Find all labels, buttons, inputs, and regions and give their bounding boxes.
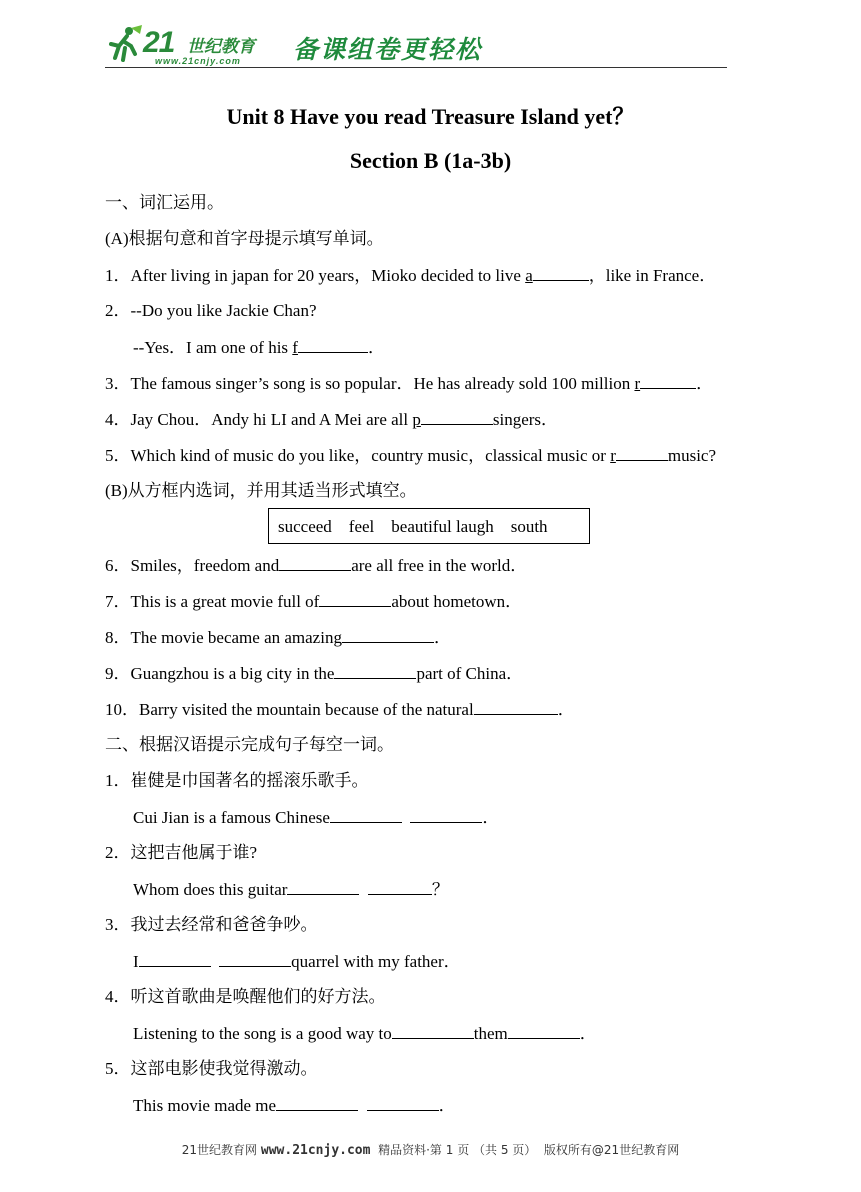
footer-copyright: 版权所有@21世纪教育网 xyxy=(543,1143,680,1157)
logo-text: 世纪教育 xyxy=(187,37,255,57)
answer-blank[interactable] xyxy=(330,807,402,823)
page-title: Unit 8 Have you read Treasure Island yet？ xyxy=(226,104,635,129)
answer-blank[interactable] xyxy=(616,445,668,461)
question-7: 7．This is a great movie full of about hometown． xyxy=(105,592,523,611)
question-4: 4．Jay Chou．Andy hi LI and A Mei are all p singers． xyxy=(105,410,559,429)
part2-heading: 二、根据汉语提示完成句子每空一词。 xyxy=(105,735,394,754)
logo-number: 21 xyxy=(143,26,175,59)
answer-blank[interactable] xyxy=(421,409,493,425)
answer-blank[interactable] xyxy=(368,879,432,895)
question-5: 5．Which kind of music do you like，country music，classical music or r music? xyxy=(105,446,717,465)
partA-heading: (A)根据句意和首字母提示填写单词。 xyxy=(105,229,384,248)
part2-q2-chinese: 2．这把吉他属于谁? xyxy=(105,843,258,862)
header-slogan: 备课组卷更轻松 xyxy=(293,35,483,64)
answer-blank[interactable] xyxy=(279,555,351,571)
answer-blank[interactable] xyxy=(533,265,589,281)
question-9: 9．Guangzhou is a big city in the part of China． xyxy=(105,664,524,683)
question-10: 10．Barry visited the mountain because of the natural ． xyxy=(105,700,575,719)
answer-blank[interactable] xyxy=(342,627,434,643)
hint-letter: r xyxy=(610,446,616,465)
page-footer xyxy=(0,1141,861,1158)
hint-letter: r xyxy=(634,374,641,393)
answer-blank[interactable] xyxy=(367,1095,439,1111)
question-1: 1．After living in japan for 20 years，Mioko decided to live a ，like in France． xyxy=(105,266,717,285)
question-8: 8．The movie became an amazing ． xyxy=(105,628,451,647)
logo-url: www.21cnjy.com xyxy=(155,56,241,66)
hint-letter: a xyxy=(525,266,533,285)
question-3: 3．The famous singer’s song is so popular．He has already sold 100 million r ． xyxy=(105,374,714,393)
part2-q1-chinese: 1．崔健是巾国著名的摇滚乐歌手。 xyxy=(105,771,369,790)
hint-letter: p xyxy=(412,410,421,429)
answer-blank[interactable] xyxy=(474,699,558,715)
word-bank-text: succeed feel beautiful laugh south xyxy=(278,517,548,536)
answer-blank[interactable] xyxy=(287,879,359,895)
answer-blank[interactable] xyxy=(219,951,291,967)
part2-q3-chinese: 3．我过去经常和爸爸争吵。 xyxy=(105,915,318,934)
answer-blank[interactable] xyxy=(392,1023,474,1039)
answer-blank[interactable] xyxy=(508,1023,580,1039)
footer-site-name: 21世纪教育网 xyxy=(181,1143,258,1157)
page-header xyxy=(105,22,727,70)
answer-blank[interactable] xyxy=(139,951,211,967)
question-2-reply: --Yes．I am one of his f ． xyxy=(133,338,385,357)
part2-q4-chinese: 4．听这首歌曲是唤醒他们的好方法。 xyxy=(105,987,386,1006)
runner-logo-icon xyxy=(105,24,143,64)
part1-heading: 一、词汇运用。 xyxy=(105,193,224,212)
word-bank-box xyxy=(268,508,590,544)
footer-url[interactable]: www.21cnjy.com xyxy=(260,1143,371,1158)
part2-q5-chinese: 5．这部电影使我觉得激动。 xyxy=(105,1059,318,1078)
answer-blank[interactable] xyxy=(298,337,368,353)
part2-q4-english: Listening to the song is a good way to them ． xyxy=(133,1024,597,1043)
question-6: 6．Smiles，freedom and are all free in the world． xyxy=(105,556,528,575)
page-subtitle: Section B (1a-3b) xyxy=(349,148,512,173)
footer-page-info: 精品资料·第 1 页 （共 5 页） xyxy=(378,1143,537,1157)
part2-q5-english: This movie made me ． xyxy=(133,1096,456,1115)
part2-q1-english: Cui Jian is a famous Chinese ． xyxy=(133,808,500,827)
answer-blank[interactable] xyxy=(410,807,482,823)
hint-letter: f xyxy=(292,338,298,357)
answer-blank[interactable] xyxy=(334,663,416,679)
part2-q2-english: Whom does this guitar ？ xyxy=(133,880,449,899)
partB-heading: (B)从方框内选词，并用其适当形式填空。 xyxy=(105,481,417,500)
header-divider xyxy=(105,67,727,68)
answer-blank[interactable] xyxy=(276,1095,358,1111)
part2-q3-english: I quarrel with my father． xyxy=(133,952,461,971)
answer-blank[interactable] xyxy=(640,373,696,389)
question-2-prompt: 2．--Do you like Jackie Chan? xyxy=(105,301,317,320)
answer-blank[interactable] xyxy=(319,591,391,607)
